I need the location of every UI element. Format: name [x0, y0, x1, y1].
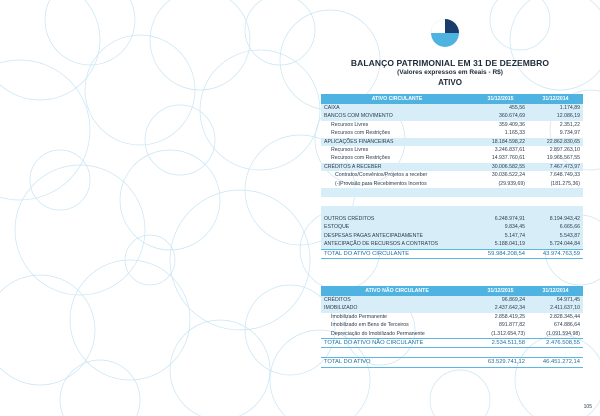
table-row	[321, 240, 583, 249]
row-label: DESPESAS PAGAS ANTECIPADAMENTE	[321, 232, 473, 240]
row-value-2015: 359.409,36	[499, 121, 525, 128]
row-label: ESTOQUE	[321, 223, 473, 231]
header-col-2015: 31/12/2015	[473, 94, 528, 104]
row-label: BANCOS COM MOVIMENTO	[321, 112, 473, 120]
row-value-2015: 18.184.598,22	[473, 138, 528, 146]
row-label: Recursos Livres	[331, 147, 369, 154]
row-value-2014: 674.886,64	[554, 322, 580, 329]
row-value-2015: 14.937.760,61	[491, 155, 525, 162]
row-value-2014: 64.971,45	[528, 296, 583, 304]
grand-total-2015: 63.529.741,12	[473, 358, 528, 367]
row-value-2015: (29.939,69)	[498, 180, 525, 187]
table-header	[321, 94, 583, 104]
table-row	[321, 171, 583, 179]
total-value-2015: 59.984.208,54	[473, 249, 528, 258]
page-number: 105	[583, 404, 592, 410]
row-value-2015: 891.877,82	[499, 322, 525, 329]
row-value-2015: (1.312.654,73)	[491, 330, 525, 337]
row-label: Recursos com Restrições	[331, 130, 391, 137]
header-label: ATIVO NÃO CIRCULANTE	[321, 286, 473, 296]
table-header	[321, 286, 583, 296]
blank-row	[321, 348, 583, 358]
logo-icon	[430, 18, 460, 48]
table-row	[321, 138, 583, 146]
row-value-2015: 2.437.642,34	[473, 304, 528, 312]
header-col-2014: 31/12/2014	[528, 286, 583, 296]
row-label: Depreciação do Imobilizado Permanente	[331, 330, 425, 337]
table-row	[321, 296, 583, 304]
blank-row	[321, 197, 583, 206]
row-value-2014: 22.862.830,65	[528, 138, 583, 146]
section-title: ATIVO	[438, 78, 462, 87]
ativo-nao-circulante-table	[321, 286, 583, 368]
total-label: TOTAL DO ATIVO CIRCULANTE	[321, 249, 473, 258]
row-value-2014: 2.897.263,10	[549, 147, 580, 154]
row-label: Imobilizado em Bens de Terceiros	[331, 322, 409, 329]
blank-row	[321, 206, 583, 215]
total-value-2014: 43.974.763,59	[528, 249, 583, 258]
row-label: Recursos com Restrições	[331, 155, 391, 162]
row-value-2014: 19.965.567,55	[546, 155, 580, 162]
row-label: OUTROS CRÉDITOS	[321, 215, 473, 223]
row-value-2014: 6.665,66	[528, 223, 583, 231]
grand-total-label: TOTAL DO ATIVO	[321, 358, 473, 367]
row-label: ANTECIPAÇÃO DE RECURSOS A CONTRATOS	[321, 240, 473, 249]
total-value-2015: 2.534.511,58	[473, 339, 528, 348]
row-value-2014: 8.194.943,42	[528, 215, 583, 223]
row-label: IMOBILIZADO	[321, 304, 473, 312]
table-row	[321, 330, 583, 339]
total-label: TOTAL DO ATIVO NÃO CIRCULANTE	[321, 339, 473, 348]
row-value-2015: 96.869,24	[473, 296, 528, 304]
row-label: CAIXA	[321, 104, 473, 112]
table-row	[321, 112, 583, 120]
report-subtitle: (Valores expressos em Reais - R$)	[397, 69, 503, 76]
row-value-2015: 30.036.522,24	[491, 172, 525, 179]
row-value-2014: 9.734,97	[559, 130, 580, 137]
row-value-2014: 5.543,87	[528, 232, 583, 240]
row-value-2015: 5.188.041,19	[473, 240, 528, 249]
ativo-circulante-table	[321, 94, 583, 259]
table-row	[321, 321, 583, 329]
report-titles	[300, 58, 600, 87]
table-row	[321, 154, 583, 162]
row-value-2014: 7.467.473,97	[528, 163, 583, 171]
table-row	[321, 215, 583, 223]
row-label: APLICAÇÕES FINANCEIRAS	[321, 138, 473, 146]
row-value-2015: 30.006.582,55	[473, 163, 528, 171]
total-row	[321, 249, 583, 258]
total-row	[321, 339, 583, 348]
grand-total-2014: 46.451.272,14	[528, 358, 583, 367]
row-value-2014: 5.724.044,84	[528, 240, 583, 249]
row-value-2014: 12.086,19	[528, 112, 583, 120]
header-col-2015: 31/12/2015	[473, 286, 528, 296]
row-label: Contratos/Convênios/Projetos a receber	[335, 172, 428, 179]
blank-row	[321, 188, 583, 197]
row-label: (-)Provisão para Recebimentos Incertos	[335, 180, 427, 187]
row-value-2014: 2.411.637,10	[528, 304, 583, 312]
row-value-2015: 360.674,69	[473, 112, 528, 120]
row-label: CRÉDITOS	[321, 296, 473, 304]
table-row	[321, 232, 583, 240]
table-row	[321, 180, 583, 188]
row-value-2015: 2.858.419,25	[494, 313, 525, 320]
row-value-2014: 7.648.749,33	[549, 172, 580, 179]
row-value-2014: 2.351,22	[559, 121, 580, 128]
row-value-2014: (1.091.594,98)	[546, 330, 580, 337]
row-label: Recursos Livres	[331, 121, 369, 128]
header-col-2014: 31/12/2014	[528, 94, 583, 104]
row-value-2015: 9.834,45	[473, 223, 528, 231]
table-row	[321, 163, 583, 171]
row-value-2015: 5.147,74	[473, 232, 528, 240]
row-value-2014: 1.174,89	[528, 104, 583, 112]
total-value-2014: 2.476.508,55	[528, 339, 583, 348]
grand-total-row	[321, 358, 583, 367]
report-title: BALANÇO PATRIMONIAL EM 31 DE DEZEMBRO	[350, 58, 550, 68]
row-value-2014: 2.828.345,44	[549, 313, 580, 320]
table-row	[321, 304, 583, 312]
table-row	[321, 104, 583, 112]
header-label: ATIVO CIRCULANTE	[321, 94, 473, 104]
row-value-2015: 455,56	[473, 104, 528, 112]
table-row	[321, 129, 583, 137]
row-value-2015: 1.165,33	[504, 130, 525, 137]
table-row	[321, 223, 583, 231]
table-row	[321, 121, 583, 129]
row-value-2015: 6.248.974,91	[473, 215, 528, 223]
row-label: Imobilizado Permanente	[331, 313, 387, 320]
row-value-2014: (181.275,36)	[550, 180, 580, 187]
row-label: CRÉDITOS A RECEBER	[321, 163, 473, 171]
row-value-2015: 3.246.837,61	[494, 147, 525, 154]
table-row	[321, 146, 583, 154]
table-row	[321, 313, 583, 321]
